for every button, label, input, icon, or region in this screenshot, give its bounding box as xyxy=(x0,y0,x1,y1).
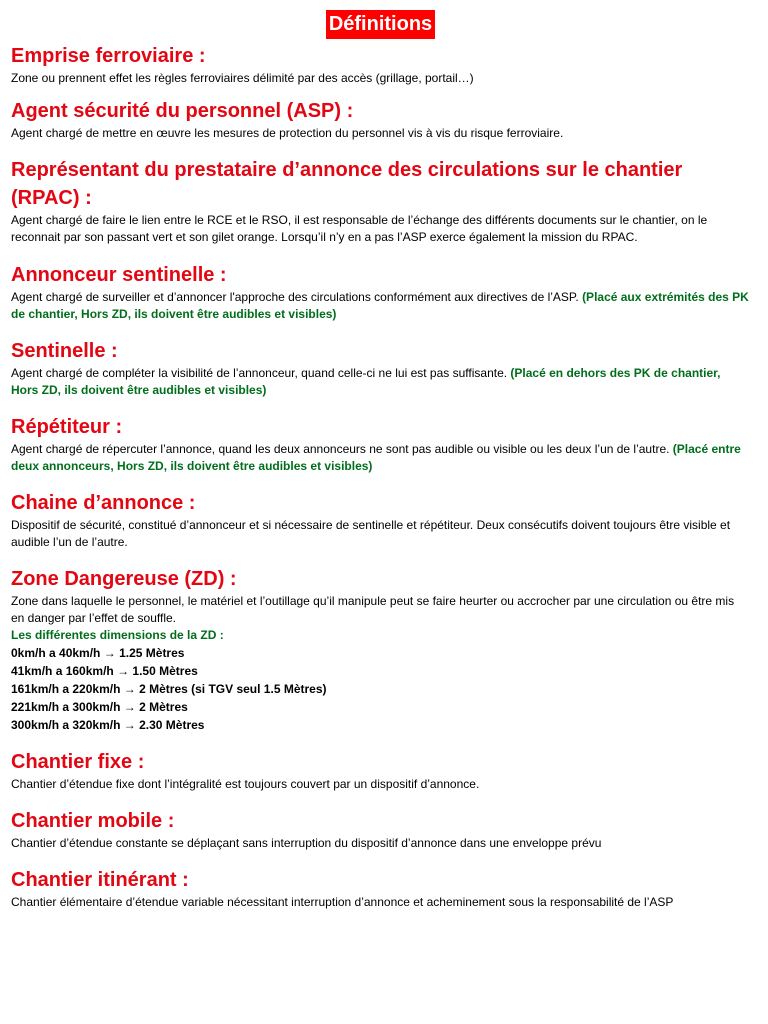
section-text: Chantier d’étendue constante se déplaçant sans interruption du dispositif d’annonce dans une enveloppe prévu xyxy=(11,836,602,850)
speed-range: 0km/h a 40km/h xyxy=(11,646,101,660)
section-heading: Emprise ferroviaire : xyxy=(11,45,206,67)
zd-distance: 2.30 Mètres xyxy=(139,718,205,732)
arrow-icon: → xyxy=(117,664,130,678)
section-heading: Agent sécurité du personnel (ASP) : xyxy=(11,100,354,122)
section-asp xyxy=(11,97,750,142)
zd-dimensions-subheading: Les différentes dimensions de la ZD : xyxy=(11,628,224,642)
section-paragraph xyxy=(11,289,750,323)
section-chantier-fixe xyxy=(11,748,750,793)
section-text: Zone dans laquelle le personnel, le matériel et l’outillage qu’il manipule peut se faire heurter ou accrocher par une circulation ou être mis en danger par l’effet de souffle. xyxy=(11,594,735,625)
section-paragraph xyxy=(11,365,750,399)
section-rpac xyxy=(11,156,750,246)
section-text: Chantier d’étendue fixe dont l’intégralité est toujours couvert par un dispositif d’annonce. xyxy=(11,777,480,791)
section-chantier-mobile xyxy=(11,807,750,852)
section-heading: Chantier mobile : xyxy=(11,810,175,832)
section-text: Zone ou prennent effet les règles ferroviaires délimité par des accès (grillage, portail…) xyxy=(11,71,474,85)
zd-distance: 1.25 Mètres xyxy=(119,646,185,660)
speed-row xyxy=(11,698,750,716)
section-heading: Répétiteur : xyxy=(11,416,123,438)
section-text: Agent chargé de répercuter l’annonce, quand les deux annonceurs ne sont pas audible ou visible ou les deux l’un de l’autre. xyxy=(11,442,673,456)
zd-distance: 1.50 Mètres xyxy=(132,664,198,678)
page-title: Définitions xyxy=(326,10,435,39)
section-heading: Annonceur sentinelle : xyxy=(11,264,227,286)
placement-note: (Placé en dehors des PK de chantier, Hors ZD, ils doivent être audibles et visibles) xyxy=(11,366,721,397)
speed-row xyxy=(11,644,750,662)
section-chantier-itinerant xyxy=(11,866,750,911)
section-zone-dangereuse xyxy=(11,565,750,734)
speed-row xyxy=(11,662,750,680)
title-wrapper xyxy=(11,10,750,39)
speed-range: 41km/h a 160km/h xyxy=(11,664,114,678)
section-heading: Chantier fixe : xyxy=(11,751,145,773)
section-sentinelle xyxy=(11,337,750,399)
speed-row xyxy=(11,680,750,698)
zd-distance: 2 Mètres (si TGV seul 1.5 Mètres) xyxy=(139,682,327,696)
arrow-icon: → xyxy=(123,682,136,696)
section-text: Agent chargé de mettre en œuvre les mesures de protection du personnel vis à vis du risque ferroviaire. xyxy=(11,126,564,140)
section-text: Agent chargé de faire le lien entre le RCE et le RSO, il est responsable de l’échange des différents documents sur le chantier, on le reconnait par son passant vert et son gilet orange. Lorsqu’il n’y en a pas l’ASP exerce également la mission du RPAC. xyxy=(11,213,708,244)
placement-note: (Placé aux extrémités des PK de chantier, Hors ZD, ils doivent être audibles et visibles) xyxy=(11,290,749,321)
section-heading: Chantier itinérant : xyxy=(11,869,189,891)
section-heading: Sentinelle : xyxy=(11,340,118,362)
section-heading: Représentant du prestataire d’annonce des circulations sur le chantier (RPAC) : xyxy=(11,159,683,209)
section-text: Agent chargé de compléter la visibilité de l’annonceur, quand celle-ci ne lui est pas suffisante. xyxy=(11,366,511,380)
speed-range: 161km/h a 220km/h xyxy=(11,682,121,696)
speed-range: 300km/h a 320km/h xyxy=(11,718,121,732)
speed-range: 221km/h a 300km/h xyxy=(11,700,121,714)
section-paragraph xyxy=(11,441,750,475)
arrow-icon: → xyxy=(123,718,136,732)
section-text: Chantier élémentaire d’étendue variable nécessitant interruption d’annonce et acheminement sous la responsabilité de l’ASP xyxy=(11,895,674,909)
section-repetiteur xyxy=(11,413,750,475)
section-text: Dispositif de sécurité, constitué d’annonceur et si nécessaire de sentinelle et répétiteur. Deux consécutifs doivent toujours être visible et audible l’un de l’autre. xyxy=(11,518,731,549)
zd-distance: 2 Mètres xyxy=(139,700,188,714)
placement-note: (Placé entre deux annonceurs, Hors ZD, ils doivent être audibles et visibles) xyxy=(11,442,741,473)
arrow-icon: → xyxy=(103,646,116,660)
section-heading: Chaine d’annonce : xyxy=(11,492,196,514)
section-chaine-annonce xyxy=(11,489,750,551)
arrow-icon: → xyxy=(123,700,136,714)
speed-row xyxy=(11,716,750,734)
section-heading: Zone Dangereuse (ZD) : xyxy=(11,568,237,590)
section-annonceur-sentinelle xyxy=(11,261,750,323)
section-emprise-ferroviaire xyxy=(11,42,750,87)
section-text: Agent chargé de surveiller et d’annoncer l'approche des circulations conformément aux directives de l’ASP. xyxy=(11,290,583,304)
